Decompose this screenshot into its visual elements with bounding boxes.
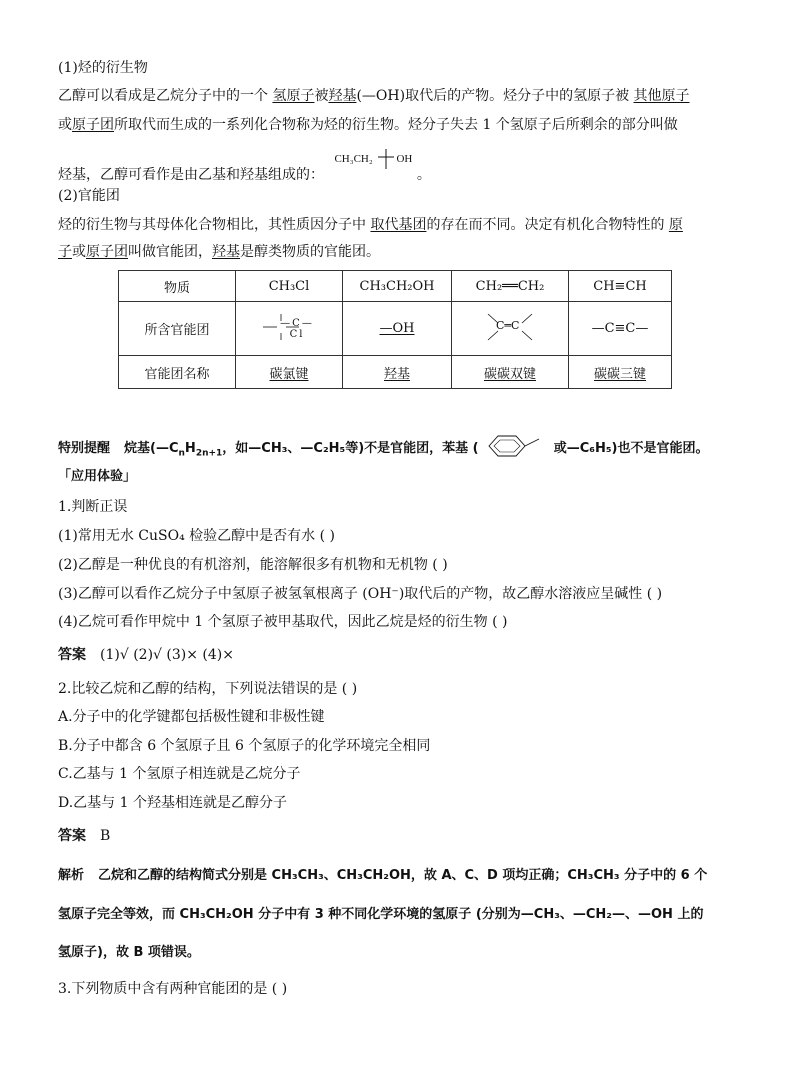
section-label	[58, 467, 136, 487]
group-name: 碳氯键	[269, 366, 309, 382]
answer-label: 答案	[58, 828, 86, 844]
underlined-term: 氢原子	[272, 88, 315, 104]
question-1-item: (4)乙烷可看作甲烷中 1 个氢原子被甲基取代，因此乙烷是烃的衍生物 ( )	[58, 614, 508, 630]
hydroxyl-group: —OH	[379, 321, 415, 336]
underlined-term: 原子团	[72, 117, 114, 133]
table-header-row	[119, 271, 672, 302]
dividing-line-icon	[378, 149, 394, 173]
subscript: 2n+1	[195, 448, 223, 459]
group-name: 碳碳双键	[483, 366, 536, 382]
table-cell: CH₂══CH₂	[452, 271, 569, 302]
text: 所取代而生成的一系列化合物称为烃的衍生物。烃分子失去 1 个氢原子后所剩余的部分叫做	[114, 117, 678, 133]
question-2-answer	[58, 826, 110, 846]
section-1-title: (1)烃的衍生物	[58, 60, 148, 76]
table-row	[119, 302, 672, 356]
table-cell	[343, 356, 452, 389]
analysis-line-1	[58, 866, 707, 886]
question-1-item: (3)乙醇可以看作乙烷分子中氢原子被氢氧根离子 (OH⁻)取代后的产物，故乙醇水溶液应呈碱性 ( )	[58, 586, 663, 602]
table-cell: CH₃Cl	[236, 271, 343, 302]
table-cell	[452, 302, 569, 356]
text: ，如—CH₃、—C₂H₅等)不是官能团，苯基 (	[222, 441, 479, 456]
table-cell	[343, 302, 452, 356]
left-bracket: 「	[58, 469, 72, 484]
text: 烃的衍生物与其母体化合物相比，其性质因分子中	[58, 217, 371, 233]
section-label-text: 应用体验	[71, 469, 124, 484]
underlined-term: 原子团	[86, 244, 128, 260]
table-cell	[569, 356, 672, 389]
option-a: A.分子中的化学键都包括极性键和非极性键	[58, 709, 325, 725]
table-row	[119, 356, 672, 389]
functional-group-table	[118, 270, 672, 389]
table-cell: CH≡CH	[569, 271, 672, 302]
option-c: C.乙基与 1 个氢原子相连就是乙烷分子	[58, 766, 301, 782]
question-2-title: 2.比较乙烷和乙醇的结构，下列说法错误的是 ( )	[58, 681, 358, 697]
question-3-title: 3.下列物质中含有两种官能团的是 ( )	[58, 981, 288, 997]
text: (—OH)取代后的产物。烃分子中的氢原子被	[356, 88, 634, 104]
c-cl-structure	[259, 312, 319, 342]
question-1-answer	[58, 645, 234, 665]
analysis-label: 解析	[58, 868, 85, 883]
table-cell	[236, 356, 343, 389]
paragraph-2-line-1	[58, 215, 683, 235]
special-tip	[58, 431, 708, 464]
text: 或—C₆H₅)也不是官能团。	[553, 441, 709, 456]
option-d: D.乙基与 1 个羟基相连就是乙醇分子	[58, 795, 287, 811]
underlined-term: 取代基团	[370, 217, 427, 233]
table-cell	[452, 356, 569, 389]
answer-label: 答案	[58, 647, 86, 663]
section-2-title: (2)官能团	[58, 188, 120, 204]
ethanol-structure-formula	[334, 153, 413, 181]
text: H	[184, 441, 196, 456]
text: 。	[416, 167, 431, 183]
answer-text: B	[100, 828, 111, 844]
table-cell: —C≡C—	[569, 302, 672, 356]
analysis-line-2: 氢原子完全等效，而 CH₃CH₂OH 分子中有 3 种不同化学环境的氢原子 (分别为—CH₃、—CH₂—、—OH 上的	[58, 907, 704, 922]
underlined-term: 子	[58, 244, 72, 260]
text: 是醇类物质的官能团。	[240, 244, 380, 260]
hydroxyl-formula: OH	[396, 153, 413, 165]
text: 被	[314, 88, 329, 104]
question-1-title: 1.判断正误	[58, 499, 128, 515]
text: 或	[58, 117, 72, 133]
option-b: B.分子中都含 6 个氢原子且 6 个氢原子的化学环境完全相同	[58, 738, 431, 754]
text: 乙醇可以看成是乙烷分子中的一个	[58, 88, 273, 104]
text: 叫做官能团，	[128, 244, 212, 260]
paragraph-2-line-2	[58, 242, 380, 262]
right-bracket: 」	[123, 469, 137, 484]
double-bond-label: C═C	[496, 318, 520, 332]
text: 的存在而不同。决定有机化合物特性的	[426, 217, 669, 233]
text: 烷基(—C	[124, 441, 179, 456]
subscript: n	[178, 448, 185, 459]
answer-text: (1)√ (2)√ (3)× (4)×	[100, 647, 234, 663]
table-cell	[236, 302, 343, 356]
question-1-item: (1)常用无水 CuSO₄ 检验乙醇中是否有水 ( )	[58, 528, 335, 544]
paragraph-1-line-2	[58, 115, 678, 135]
text: 烃基，乙醇可看作是由乙基和羟基组成的：	[58, 167, 324, 183]
analysis-line-3: 氢原子)，故 B 项错误。	[58, 945, 200, 960]
analysis-text: 乙烷和乙醇的结构简式分别是 CH₃CH₃、CH₃CH₂OH，故 A、C、D 项均正确；CH₃CH₃ 分子中的 6 个	[98, 868, 708, 883]
underlined-term: 羟基	[328, 88, 357, 104]
double-bond-structure	[482, 310, 538, 344]
table-cell: 物质	[119, 271, 236, 302]
table-cell: 官能团名称	[119, 356, 236, 389]
question-1-item: (2)乙醇是一种优良的有机溶剂，能溶解很多有机物和无机物 ( )	[58, 557, 448, 573]
table-cell: 所含官能团	[119, 302, 236, 356]
paragraph-1-line-3	[58, 153, 431, 185]
text: 或	[72, 244, 86, 260]
group-name: 碳碳三键	[593, 366, 646, 382]
c-cl-label: —C—Cl	[280, 317, 314, 340]
table-cell: CH₃CH₂OH	[343, 271, 452, 302]
ethyl-formula: CH₃CH₂	[334, 153, 373, 165]
paragraph-1-line-1	[58, 86, 690, 106]
tip-label: 特别提醒	[58, 441, 111, 456]
phenyl-ring-icon	[483, 431, 545, 461]
group-name: 羟基	[383, 366, 410, 382]
underlined-term: 其他原子	[633, 88, 690, 104]
underlined-term: 原	[668, 217, 683, 233]
underlined-term: 羟基	[212, 244, 240, 260]
